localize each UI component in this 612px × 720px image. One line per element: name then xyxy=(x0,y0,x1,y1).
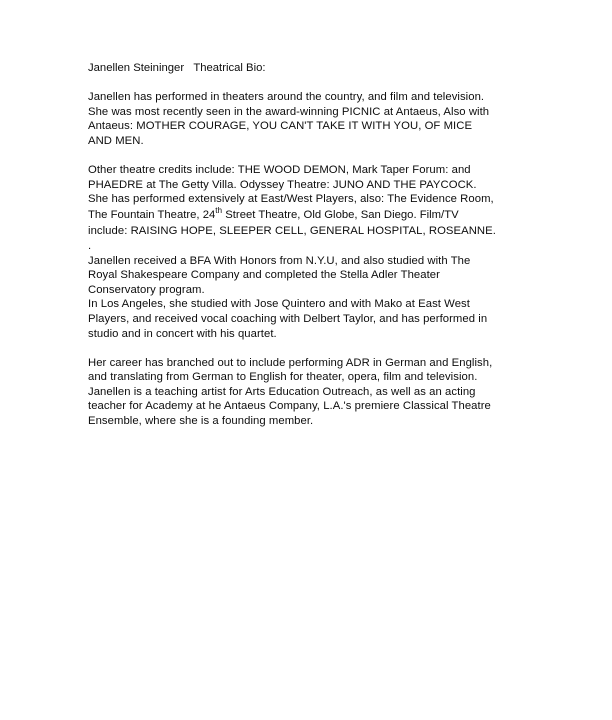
paragraph-credits xyxy=(88,163,536,207)
paragraph-line: Janellen has performed in theaters around the country, and film and television. xyxy=(88,91,485,104)
paragraph-training xyxy=(88,254,536,342)
superscript-line-prefix: The Fountain Theatre, 24 xyxy=(88,208,216,221)
paragraph-line: Her career has branched out to include performing ADR in German and English, xyxy=(88,356,493,369)
paragraph-gap xyxy=(88,341,536,356)
paragraph-line: Conservatory program. xyxy=(88,283,205,296)
ordinal-superscript: th xyxy=(215,206,223,216)
paragraph-line: Royal Shakespeare Company and completed the Stella Adler Theater xyxy=(88,269,440,282)
paragraph-line: She was most recently seen in the award-winning PICNIC at Antaeus, Also with xyxy=(88,105,490,118)
paragraph-line: Janellen is a teaching artist for Arts Education Outreach, as well as an acting xyxy=(88,385,476,398)
paragraph-line: PHAEDRE at The Getty Villa. Odyssey Theatre: JUNO AND THE PAYCOCK. xyxy=(88,178,477,191)
paragraph-line-with-superscript xyxy=(88,207,536,224)
superscript-line-suffix: Street Theatre, Old Globe, San Diego. Film/TV xyxy=(222,208,459,221)
paragraph-gap xyxy=(88,76,536,91)
paragraph-career xyxy=(88,356,536,429)
paragraph-line: In Los Angeles, she studied with Jose Quintero and with Mako at East West xyxy=(88,298,470,311)
paragraph-line: AND MEN. xyxy=(88,134,144,147)
bio-text-body xyxy=(88,61,536,429)
paragraph-line: Antaeus: MOTHER COURAGE, YOU CAN'T TAKE IT WITH YOU, OF MICE xyxy=(88,120,473,133)
paragraph-credits-continued xyxy=(88,207,536,239)
bio-header-line xyxy=(88,61,536,76)
paragraph-line: teacher for Academy at he Antaeus Company, L.A.'s premiere Classical Theatre xyxy=(88,400,491,413)
paragraph-line: Ensemble, where she is a founding member. xyxy=(88,415,314,428)
paragraph-line: studio and in concert with his quartet. xyxy=(88,327,277,340)
bio-author-name: Janellen Steininger xyxy=(88,62,185,74)
paragraph-line: Other theatre credits include: THE WOOD DEMON, Mark Taper Forum: and xyxy=(88,164,471,177)
paragraph-line: include: RAISING HOPE, SLEEPER CELL, GENERAL HOSPITAL, ROSEANNE. xyxy=(88,225,496,238)
paragraph-line: She has performed extensively at East/West Players, also: The Evidence Room, xyxy=(88,193,494,206)
paragraph-stray-period xyxy=(88,239,536,254)
paragraph-line: Janellen received a BFA With Honors from N.Y.U, and also studied with The xyxy=(88,254,471,267)
bio-header-separator xyxy=(184,62,193,74)
bio-header-label: Theatrical Bio: xyxy=(193,62,266,74)
paragraph-line: and translating from German to English for theater, opera, film and television. xyxy=(88,371,478,384)
paragraph-line: Players, and received vocal coaching with Delbert Taylor, and has performed in xyxy=(88,312,488,325)
paragraph-gap xyxy=(88,149,536,164)
paragraph-line: . xyxy=(88,239,92,252)
paragraph-intro xyxy=(88,90,536,148)
